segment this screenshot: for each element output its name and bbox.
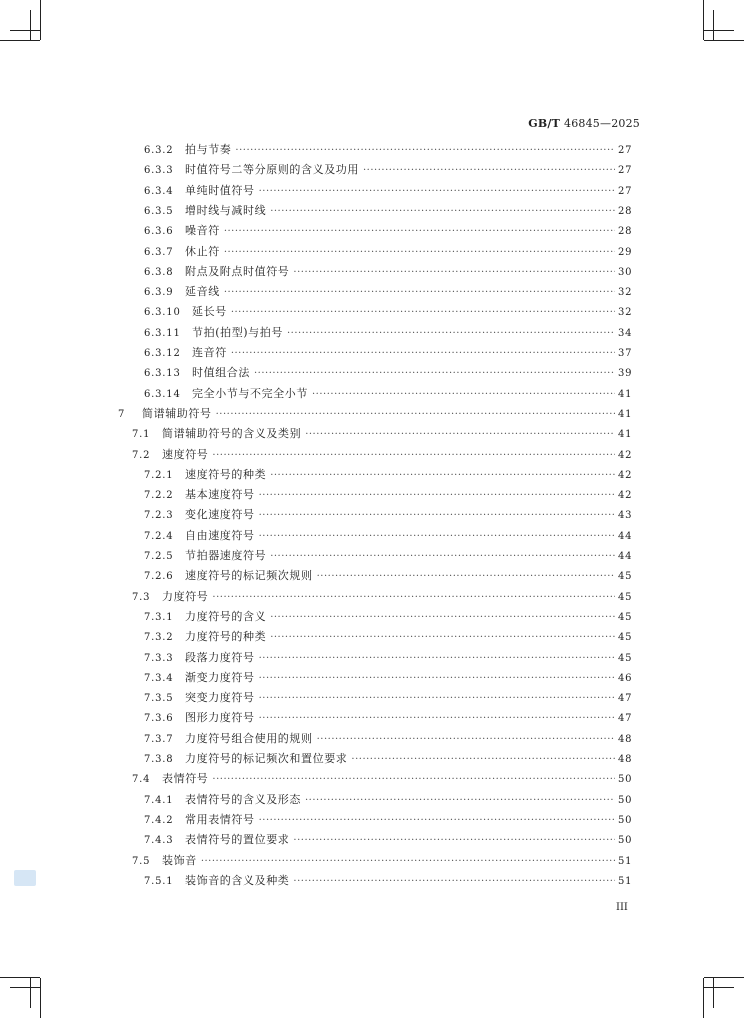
toc-entry-number: 7.2 [132, 449, 151, 461]
toc-entry[interactable] [144, 201, 632, 221]
toc-entry-title: 力度符号 [162, 589, 209, 603]
toc-dot-leader [212, 770, 615, 790]
toc-entry-number: 7.3.5 [144, 693, 174, 705]
toc-entry-page: 41 [618, 408, 633, 420]
toc-entry-title: 节拍(拍型)与拍号 [192, 325, 283, 339]
toc-entry[interactable] [144, 323, 632, 343]
toc-entry-title: 延音线 [185, 285, 220, 299]
toc-entry-number: 6.3.10 [144, 307, 181, 319]
toc-entry-title: 完全小节与不完全小节 [192, 386, 308, 400]
toc-dot-leader [259, 506, 615, 526]
toc-entry[interactable] [144, 384, 632, 404]
toc-entry[interactable] [144, 668, 632, 688]
toc-entry-number: 7.4.2 [144, 814, 174, 826]
standard-number: 46845—2025 [564, 117, 640, 130]
toc-entry-number: 6.3.14 [144, 388, 181, 400]
toc-entry-title: 表情符号的含义及形态 [185, 792, 301, 806]
toc-entry-title: 速度符号 [162, 447, 209, 461]
toc-entry[interactable] [144, 302, 632, 322]
toc-entry-title: 自由速度符号 [185, 528, 255, 542]
toc-entry-page: 39 [618, 368, 633, 380]
toc-entry-title: 单纯时值符号 [185, 183, 255, 197]
toc-entry[interactable] [132, 769, 632, 789]
toc-entry[interactable] [144, 282, 632, 302]
toc-dot-leader [351, 750, 615, 770]
toc-entry-number: 7 [118, 408, 126, 420]
toc-entry[interactable] [144, 607, 632, 627]
toc-entry-page: 41 [618, 429, 633, 441]
toc-entry[interactable] [144, 749, 632, 769]
toc-entry-number: 7.4 [132, 774, 151, 786]
toc-entry[interactable] [144, 262, 632, 282]
toc-entry-page: 45 [618, 632, 633, 644]
toc-entry-page: 34 [618, 327, 633, 339]
toc-entry-number: 6.3.8 [144, 266, 174, 278]
toc-entry-title: 噪音符 [185, 224, 220, 238]
toc-entry-number: 7.5.1 [144, 875, 174, 887]
toc-entry-title: 简谱辅助符号的含义及类别 [162, 427, 302, 441]
standard-number-header [528, 117, 640, 130]
toc-entry-page: 47 [618, 713, 633, 725]
toc-entry[interactable] [132, 424, 632, 444]
toc-entry-number: 7.3.4 [144, 672, 174, 684]
toc-entry-title: 图形力度符号 [185, 711, 255, 725]
toc-entry[interactable] [144, 485, 632, 505]
toc-dot-leader [287, 324, 615, 344]
toc-entry[interactable] [144, 790, 632, 810]
toc-entry-title: 表情符号的置位要求 [185, 833, 290, 847]
toc-dot-leader [259, 527, 615, 547]
watermark-stamp [14, 870, 36, 886]
toc-dot-leader [259, 709, 615, 729]
toc-dot-leader [231, 344, 615, 364]
toc-entry-page: 51 [618, 855, 633, 867]
toc-dot-leader [201, 852, 615, 872]
toc-entry-number: 7.4.3 [144, 835, 174, 847]
toc-entry-page: 50 [618, 774, 633, 786]
toc-dot-leader [235, 141, 615, 161]
toc-entry[interactable] [132, 587, 632, 607]
toc-dot-leader [259, 182, 615, 202]
toc-entry-title: 增时线与减时线 [185, 203, 267, 217]
toc-entry[interactable] [144, 871, 632, 891]
toc-entry-number: 7.2.5 [144, 551, 174, 562]
toc-entry-page: 28 [618, 226, 633, 238]
toc-dot-leader [270, 466, 615, 486]
toc-dot-leader [293, 872, 615, 892]
toc-entry-number: 6.3.9 [144, 287, 174, 299]
toc-entry-page: 45 [618, 591, 633, 603]
toc-entry[interactable] [144, 242, 632, 262]
toc-entry-number: 7.1 [132, 429, 151, 441]
toc-entry-number: 7.2.6 [144, 571, 174, 583]
toc-entry-page: 47 [618, 693, 633, 705]
toc-entry-page: 51 [618, 875, 633, 887]
toc-entry-number: 6.3.2 [144, 145, 174, 156]
toc-entry-number: 7.3.2 [144, 632, 174, 644]
toc-entry-title: 突变力度符号 [185, 691, 255, 705]
toc-entry[interactable] [132, 445, 632, 465]
toc-entry-page: 46 [618, 672, 633, 684]
toc-entry-number: 6.3.12 [144, 348, 181, 359]
toc-entry-page: 50 [618, 814, 633, 826]
toc-entry-title: 时值组合法 [192, 366, 250, 380]
toc-dot-leader [212, 588, 615, 608]
toc-dot-leader [224, 283, 615, 303]
toc-entry-title: 简谱辅助符号 [142, 406, 212, 420]
toc-entry-page: 27 [618, 145, 633, 156]
toc-entry-number: 7.5 [132, 855, 151, 867]
toc-entry-page: 45 [618, 571, 633, 583]
toc-dot-leader [212, 446, 615, 466]
toc-entry-title: 力度符号的含义 [185, 609, 267, 623]
toc-entry[interactable] [144, 546, 632, 566]
toc-dot-leader [317, 730, 615, 750]
toc-entry-title: 段落力度符号 [185, 650, 255, 664]
toc-dot-leader [259, 811, 615, 831]
toc-entry-number: 6.3.5 [144, 205, 174, 217]
toc-entry-number: 6.3.7 [144, 246, 174, 258]
toc-entry-page: 27 [618, 185, 633, 197]
toc-entry-number: 7.3 [132, 591, 151, 603]
toc-entry-page: 29 [618, 246, 633, 258]
toc-dot-leader [312, 385, 615, 405]
toc-dot-leader [224, 222, 615, 242]
toc-entry-number: 7.3.8 [144, 754, 174, 765]
toc-entry-number: 7.2.2 [144, 490, 174, 502]
toc-entry-number: 7.3.3 [144, 652, 174, 664]
toc-entry[interactable] [144, 221, 632, 241]
standard-prefix: GB/T [528, 117, 560, 130]
toc-dot-leader [270, 202, 615, 222]
toc-dot-leader [259, 689, 615, 709]
toc-dot-leader [254, 364, 615, 384]
toc-entry-number: 7.3.6 [144, 713, 174, 725]
toc-entry-page: 41 [618, 388, 633, 400]
toc-entry[interactable] [144, 505, 632, 525]
toc-entry-title: 力度符号组合使用的规则 [185, 731, 313, 745]
toc-entry[interactable] [144, 181, 632, 201]
toc-entry-number: 7.3.7 [144, 733, 174, 745]
toc-entry-title: 常用表情符号 [185, 812, 255, 826]
toc-dot-leader [270, 608, 615, 628]
toc-entry-page: 42 [618, 449, 633, 461]
toc-entry[interactable] [144, 708, 632, 728]
toc-entry-number: 6.3.13 [144, 368, 181, 380]
toc-entry-page: 37 [618, 348, 633, 359]
toc-entry-page: 43 [618, 510, 633, 522]
toc-entry-title: 延长号 [192, 305, 227, 319]
toc-entry-number: 7.4.1 [144, 794, 174, 806]
toc-dot-leader [305, 425, 615, 445]
toc-entry-title: 装饰音的含义及种类 [185, 873, 290, 887]
toc-entry-number: 7.2.1 [144, 469, 174, 481]
toc-entry-number: 7.2.3 [144, 510, 174, 522]
toc-dot-leader [305, 791, 615, 811]
toc-entry-title: 力度符号的种类 [185, 630, 267, 644]
toc-entry-page: 44 [618, 530, 633, 542]
toc-entry-title: 速度符号的标记频次规则 [185, 569, 313, 583]
toc-entry[interactable] [144, 830, 632, 850]
toc-entry-title: 节拍器速度符号 [185, 549, 267, 562]
page-number-footer: III [616, 902, 628, 913]
toc-dot-leader [293, 263, 615, 283]
toc-entry[interactable] [144, 465, 632, 485]
toc-dot-leader [293, 831, 615, 851]
toc-entry[interactable] [144, 343, 632, 363]
toc-entry-page: 27 [618, 165, 633, 177]
toc-entry-page: 45 [618, 611, 633, 623]
toc-entry-title: 时值符号二等分原则的含义及功用 [185, 163, 359, 177]
toc-dot-leader [224, 243, 615, 263]
toc-entry[interactable] [144, 648, 632, 668]
toc-entry-title: 渐变力度符号 [185, 670, 255, 684]
toc-entry-title: 力度符号的标记频次和置位要求 [185, 752, 348, 765]
toc-dot-leader [259, 669, 615, 689]
toc-entry[interactable] [144, 526, 632, 546]
toc-entry-title: 装饰音 [162, 853, 197, 867]
toc-entry-title: 速度符号的种类 [185, 467, 267, 481]
toc-entry[interactable] [118, 404, 632, 424]
toc-entry-page: 48 [618, 754, 633, 765]
toc-entry-page: 28 [618, 205, 633, 217]
toc-entry-title: 变化速度符号 [185, 508, 255, 522]
toc-entry[interactable] [144, 729, 632, 749]
toc-dot-leader [270, 547, 615, 567]
toc-entry-title: 休止符 [185, 244, 220, 258]
toc-entry-number: 6.3.3 [144, 165, 174, 177]
toc-entry[interactable] [144, 627, 632, 647]
toc-entry-page: 45 [618, 652, 633, 664]
toc-dot-leader [259, 486, 615, 506]
toc-entry[interactable] [144, 140, 632, 160]
toc-entry[interactable] [132, 851, 632, 871]
toc-dot-leader [363, 161, 615, 181]
toc-entry-number: 7.2.4 [144, 530, 174, 542]
toc-dot-leader [317, 567, 615, 587]
toc-entry-number: 6.3.6 [144, 226, 174, 238]
toc-dot-leader [231, 303, 615, 323]
toc-entry-title: 连音符 [192, 346, 227, 359]
toc-dot-leader [270, 628, 615, 648]
toc-entry[interactable] [144, 810, 632, 830]
toc-entry-page: 42 [618, 490, 633, 502]
toc-entry-number: 7.3.1 [144, 611, 174, 623]
toc-entry-page: 48 [618, 733, 633, 745]
toc-entry-page: 42 [618, 469, 633, 481]
toc-entry-page: 30 [618, 266, 633, 278]
toc-entry[interactable] [144, 566, 632, 586]
toc-dot-leader [216, 405, 615, 425]
toc-entry-number: 6.3.11 [144, 327, 181, 339]
toc-entry-number: 6.3.4 [144, 185, 174, 197]
toc-entry-title: 附点及附点时值符号 [185, 264, 290, 278]
toc-dot-leader [259, 649, 615, 669]
toc-entry-page: 44 [618, 551, 633, 562]
toc-entry-page: 50 [618, 835, 633, 847]
toc-entry[interactable] [144, 363, 632, 383]
toc-entry-title: 表情符号 [162, 772, 209, 786]
toc-entry-title: 拍与节奏 [185, 143, 232, 156]
toc-entry-page: 32 [618, 307, 633, 319]
toc-entry[interactable] [144, 160, 632, 180]
toc-entry[interactable] [144, 688, 632, 708]
toc-entry-page: 32 [618, 287, 633, 299]
toc-entry-title: 基本速度符号 [185, 488, 255, 502]
toc-entry-page: 50 [618, 794, 633, 806]
